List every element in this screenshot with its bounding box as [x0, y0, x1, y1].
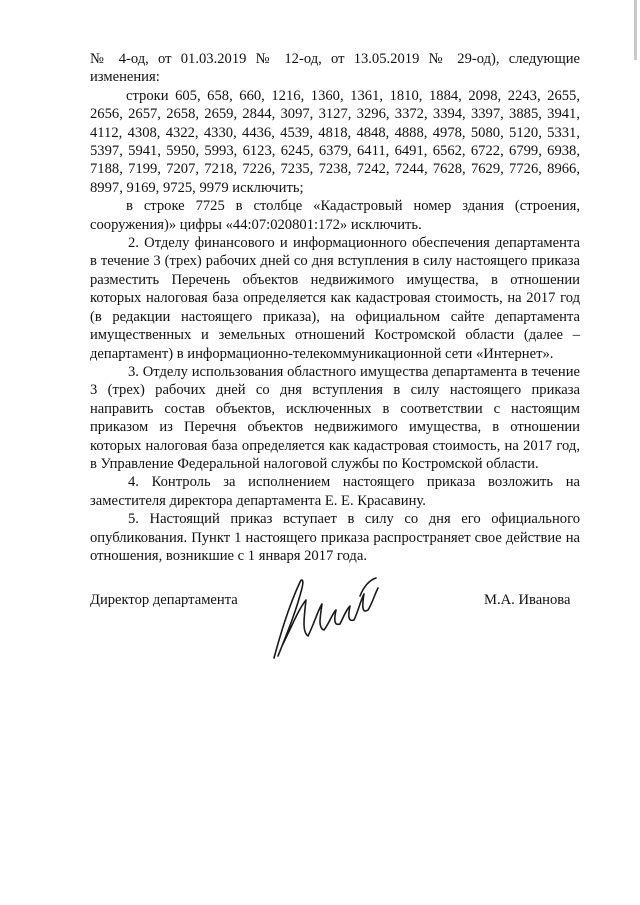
signatory-title: Директор департамента — [90, 592, 238, 608]
document-body — [90, 50, 580, 565]
paragraph-item-5: 5. Настоящий приказ вступает в силу со дня его официального опубликования. Пункт 1 настоящего приказа распространяет свое действие на отношения, возникшие с 1 января 2017 года. — [90, 511, 580, 564]
handwritten-signature — [252, 566, 392, 666]
paragraph-rows-excluded: строки 605, 658, 660, 1216, 1360, 1361, 1810, 1884, 2098, 2243, 2655, 2656, 2657, 2658, 2659, 2844, 3097, 3127, 3296, 3372, 3394, 3397, 3885, 3941, 4112, 4308, 4322, 4330, 4436, 4539, 4818, 4848, 4888, 4978, 5080, 5120, 5331, 5397, 5941, 5950, 5993, 6123, 6245, 6379, 6411, 6491, 6562, 6722, 6799, 6938, 7188, 7199, 7207, 7218, 7226, 7235, 7238, 7242, 7244, 7628, 7629, 7726, 8966, 8997, 9169, 9725, 9979 исключить; — [90, 87, 580, 196]
paragraph-intro: № 4-од, от 01.03.2019 № 12-од, от 13.05.2019 № 29-од), следующие изменения: — [90, 51, 580, 86]
scan-edge-mark — [634, 0, 637, 60]
paragraph-row-7725: в строке 7725 в столбце «Кадастровый номер здания (строения, сооружения)» цифры «44:07:020801:172» исключить. — [90, 198, 580, 233]
signatory-name: М.А. Иванова — [484, 592, 571, 608]
paragraph-item-3: 3. Отделу использования областного имущества департамента в течение 3 (трех) рабочих дней со дня вступления в силу настоящего приказа направить состав объектов, исключенных в соответствии с настоящим приказом из Перечня объектов недвижимого имущества, в отношении которых налоговая база определяется как кадастровая стоимость, на 2017 год, в Управление Федеральной налоговой службы по Костромской области. — [90, 363, 580, 472]
paragraph-item-4: 4. Контроль за исполнением настоящего приказа возложить на заместителя директора департамента Е. Е. Красавину. — [90, 474, 580, 509]
paragraph-item-2: 2. Отделу финансового и информационного обеспечения департамента в течение 3 (трех) рабочих дней со дня вступления в силу настоящего приказа разместить Перечень объектов недвижимого имущества, в отношении которых налоговая база определяется как кадастровая стоимость, на 2017 год (в редакции настоящего приказа), на официальном сайте департамента имущественных и земельных отношений Костромской области (далее – департамент) в информационно-телекоммуникационной сети «Интернет». — [90, 235, 580, 362]
